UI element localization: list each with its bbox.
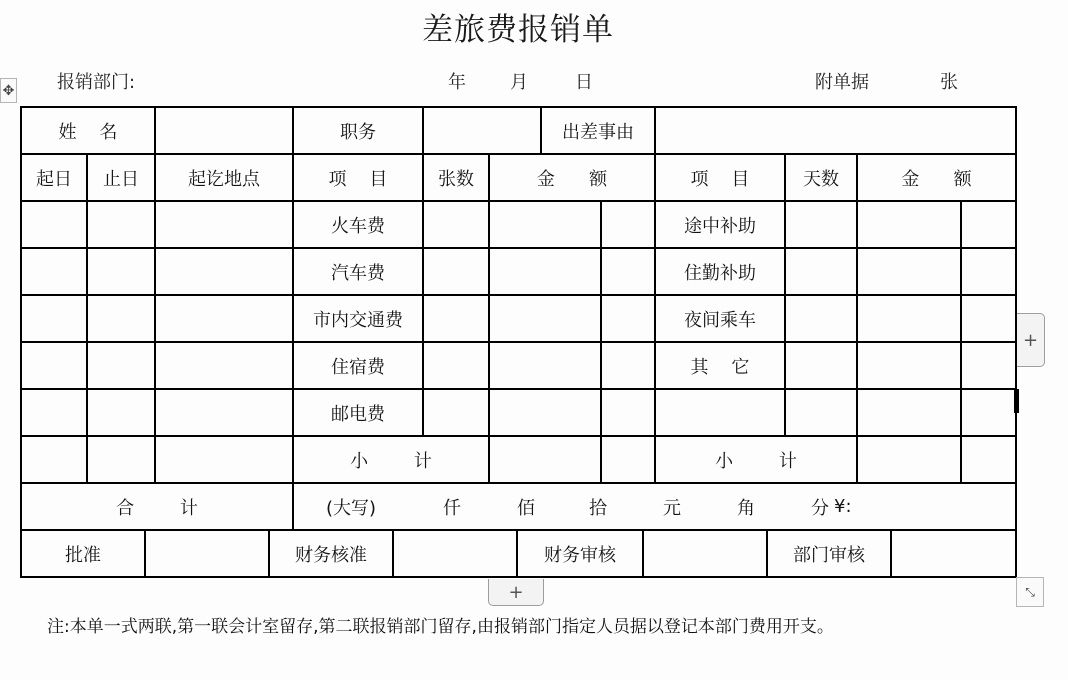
add-column-button[interactable]: + (1017, 313, 1045, 367)
item-train-fare: 火车费 (331, 215, 385, 237)
item-stay-allowance: 住勤补助 (684, 262, 756, 284)
item-night-ride: 夜间乘车 (684, 309, 756, 331)
col-count: 张数 (438, 168, 474, 190)
item-local-transport: 市内交通费 (313, 309, 403, 331)
item-bus-fare: 汽车费 (331, 262, 385, 284)
name-label: 姓 名 (58, 121, 118, 143)
finance-approve-label: 财务核准 (295, 544, 367, 566)
day-label: 日 (575, 72, 593, 93)
approve-field[interactable] (146, 531, 268, 576)
document-title: 差旅费报销单 (422, 12, 614, 48)
col-route: 起讫地点 (188, 168, 260, 190)
add-row-button[interactable]: + (488, 579, 544, 606)
finance-review-field[interactable] (644, 531, 766, 576)
col-amount-left: 金 额 (536, 168, 608, 190)
unit-hundred: 佰 (517, 497, 535, 519)
subtotal-right-label: 小 计 (715, 450, 797, 472)
name-field[interactable] (156, 108, 292, 153)
currency-suffix: ¥: (834, 496, 852, 517)
department-label: 报销部门: (57, 72, 136, 93)
item-other: 其 它 (690, 356, 750, 378)
col-days: 天数 (803, 168, 839, 190)
attachments-unit: 张 (940, 72, 958, 93)
subtotal-left-label: 小 计 (350, 450, 432, 472)
item-blank[interactable] (656, 390, 784, 435)
capital-amount-prefix: (大写) (325, 497, 377, 519)
total-label: 合 计 (116, 497, 198, 519)
finance-approve-field[interactable] (394, 531, 516, 576)
attachments-label: 附单据 (815, 72, 869, 93)
year-label: 年 (448, 72, 466, 93)
col-item-left: 项 目 (328, 168, 388, 190)
col-amount-right: 金 额 (901, 168, 972, 190)
month-label: 月 (510, 72, 528, 93)
table-move-handle-icon[interactable]: ✥ (0, 78, 17, 103)
item-travel-allowance: 途中补助 (684, 215, 756, 237)
unit-yuan: 元 (663, 497, 681, 519)
finance-review-label: 财务审核 (544, 544, 616, 566)
unit-jiao: 角 (737, 497, 755, 519)
dept-review-label: 部门审核 (793, 544, 865, 566)
col-item-right: 项 目 (690, 168, 750, 190)
unit-ten: 拾 (589, 497, 607, 519)
position-label: 职务 (340, 121, 376, 143)
approve-label: 批准 (65, 544, 101, 566)
item-lodging: 住宿费 (331, 356, 385, 378)
col-end-date: 止日 (103, 168, 139, 190)
row-selection-marker (1014, 389, 1019, 413)
item-postal-telecom: 邮电费 (331, 403, 385, 425)
unit-fen: 分 (811, 497, 829, 519)
trip-reason-label: 出差事由 (562, 121, 634, 143)
table-resize-icon[interactable]: ⤡ (1016, 577, 1044, 607)
position-field[interactable] (424, 108, 540, 153)
col-start-date: 起日 (36, 168, 72, 190)
unit-thousand: 仟 (443, 497, 461, 519)
trip-reason-field[interactable] (656, 108, 1015, 153)
dept-review-field[interactable] (892, 531, 1015, 576)
footnote: 注:本单一式两联,第一联会计室留存,第二联报销部门留存,由报销部门指定人员据以登记本部门费用开支。 (47, 617, 834, 637)
